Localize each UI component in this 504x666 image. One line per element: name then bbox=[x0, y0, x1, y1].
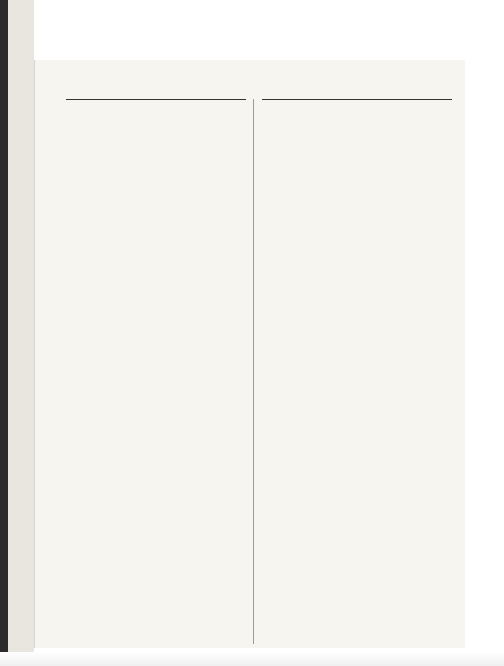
left-column-text bbox=[66, 103, 244, 644]
header-rule-left bbox=[66, 99, 246, 100]
header-rule-right bbox=[262, 99, 452, 100]
page-number bbox=[0, 82, 504, 96]
column-divider bbox=[253, 99, 254, 644]
scan-binding-edge bbox=[0, 0, 34, 666]
section-heading bbox=[262, 521, 452, 535]
scan-bottom-edge bbox=[0, 652, 504, 666]
right-column-text bbox=[262, 103, 452, 644]
